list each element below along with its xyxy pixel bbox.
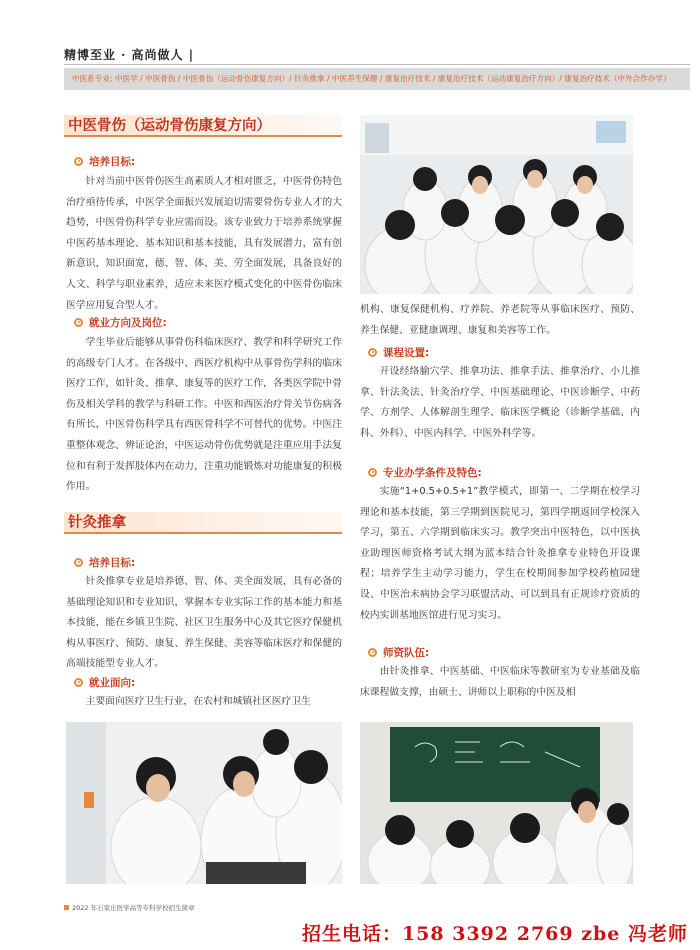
majors-navigation-bar: 中医系专业: 中医学 / 中医骨伤 / 中医骨伤（运动骨伤康复方向）/ 针灸推拿 / 中医养生保健 / 康复治疗技术 / 康复治疗技术（运动康复治疗方向）/ 康复治疗技术（中外合作办学） bbox=[64, 68, 690, 90]
sub-heading-career bbox=[74, 314, 167, 330]
footer-brochure-title bbox=[64, 903, 195, 912]
paragraph-courses: 开设经络腧穴学、推拿功法、推拿手法、推拿治疗、小儿推拿、针法灸法、针灸治疗学、中医基础理论、中医诊断学、中药学、方剂学、人体解剖生理学、临床医学概论（诊断学基础、内科、外科）、中医内科学、中医外科学等。 bbox=[360, 366, 640, 439]
sub-heading-label: 课程设置: bbox=[383, 346, 430, 359]
sub-heading-label: 专业办学条件及特色: bbox=[383, 466, 482, 479]
header-divider bbox=[64, 64, 690, 65]
footer-label: 2022 年石家庄医学高等专科学校招生简章 bbox=[72, 904, 195, 912]
header-slogan: 精博至业 · 高尚做人 | bbox=[64, 48, 195, 62]
sub-heading-label: 培养目标: bbox=[89, 155, 136, 168]
sub-heading-employment bbox=[74, 674, 135, 690]
paragraph-employment: 主要面向医疗卫生行业，在农村和城镇社区医疗卫生 bbox=[85, 696, 311, 707]
sub-heading-courses bbox=[368, 344, 429, 360]
bullet-circle-icon bbox=[368, 348, 377, 357]
section-title-acupuncture: 针灸推拿 bbox=[64, 512, 342, 534]
paragraph-faculty: 由针灸推拿、中医基础、中医临床等教研室为专业基础及临床课程做支撑，由硕士、讲师以上职称的中医及相 bbox=[360, 666, 640, 698]
paragraph-training-goal: 针对当前中医骨伤医生高素质人才相对匮乏，中医骨伤特色治疗亟待传承，中医学全面振兴发展迫切需要骨伤专业人才的大趋势，中医骨伤科学专业应需而设。该专业致力于培养系统掌握中医药基本理论、基本知识和基本技能，具有发展潜力，富有创新意识，知识面宽，德、智、体、美、劳全面发展，具备良好的人文、科学与职业素养，适应未来医疗模式变化的中医骨伤临床医学应用复合型人才。 bbox=[66, 176, 342, 311]
bullet-circle-icon bbox=[74, 558, 83, 567]
paragraph-training-goal-2: 针灸推拿专业是培养德、智、体、美全面发展，具有必备的基础理论知识和专业知识，掌握本专业实际工作的基本能力和基本技能，能在乡镇卫生院、社区卫生服务中心及其它医疗保健机构从事医疗、预防、康复、养生保健、美容等临床医疗和保健的高端技能型专业人才。 bbox=[66, 576, 342, 670]
photo-massage-training bbox=[66, 722, 342, 884]
sub-heading-faculty bbox=[368, 644, 429, 660]
admission-phone-watermark: 招生电话：158 3392 2769 zbe 冯老师 bbox=[301, 923, 688, 945]
photo-students-practice bbox=[360, 115, 633, 294]
sub-heading-label: 培养目标: bbox=[89, 556, 136, 569]
bullet-circle-icon bbox=[74, 157, 83, 166]
bullet-circle-icon bbox=[74, 318, 83, 327]
bullet-circle-icon bbox=[368, 468, 377, 477]
paragraph-continued: 机构、康复保健机构、疗养院、养老院等从事临床医疗、预防、养生保健、亚健康调理、康复和美容等工作。 bbox=[360, 304, 640, 336]
sub-heading-label: 就业方向及岗位: bbox=[89, 316, 167, 329]
sub-heading-label: 就业面向: bbox=[89, 676, 136, 689]
photo-classroom-lecture bbox=[360, 722, 633, 884]
paragraph-career: 学生毕业后能够从事骨伤科临床医疗、教学和科学研究工作的高级专门人才。在各级中、西医疗机构中从事骨伤学科的临床医疗工作，如针灸、推拿、康复等的医疗工作，各类医学院中骨伤及相关学科的教学与科研工作。中医和西医治疗骨关节伤病各有所长，中医骨伤科学具有西医骨科学不可替代的优势。中医注重整体观念、辨证论治，中医运动骨伤优势就是注重应用手法复位和有利于发挥肢体内在动力，注重功能锻炼对功能康复的积极作用。 bbox=[66, 337, 342, 493]
bullet-circle-icon bbox=[74, 678, 83, 687]
sub-heading-label: 师资队伍: bbox=[383, 646, 430, 659]
sub-heading-training-goal bbox=[74, 153, 135, 169]
sub-heading-training-goal-2 bbox=[74, 554, 135, 570]
footer-square-icon bbox=[64, 905, 69, 910]
paragraph-features: 实施“1+0.5+0.5+1”教学模式，即第一、二学期在校学习理论和基本技能，第三学期到医院见习，第四学期返回学校深入学习，第五、六学期到临床实习。教学突出中医特色，以中医执业助理医师资格考试大纲为蓝本结合针灸推拿专业特色开设课程；培养学生主动学习能力，学生在校期间参加学校药植园建设、中医治未病协会学习联盟活动、可以到具有正规诊疗资质的校内实训基地医馆进行见习实习。 bbox=[360, 486, 640, 621]
bullet-circle-icon bbox=[368, 648, 377, 657]
sub-heading-features bbox=[368, 464, 482, 480]
section-title-tcm-orthopedics: 中医骨伤（运动骨伤康复方向） bbox=[64, 115, 342, 137]
